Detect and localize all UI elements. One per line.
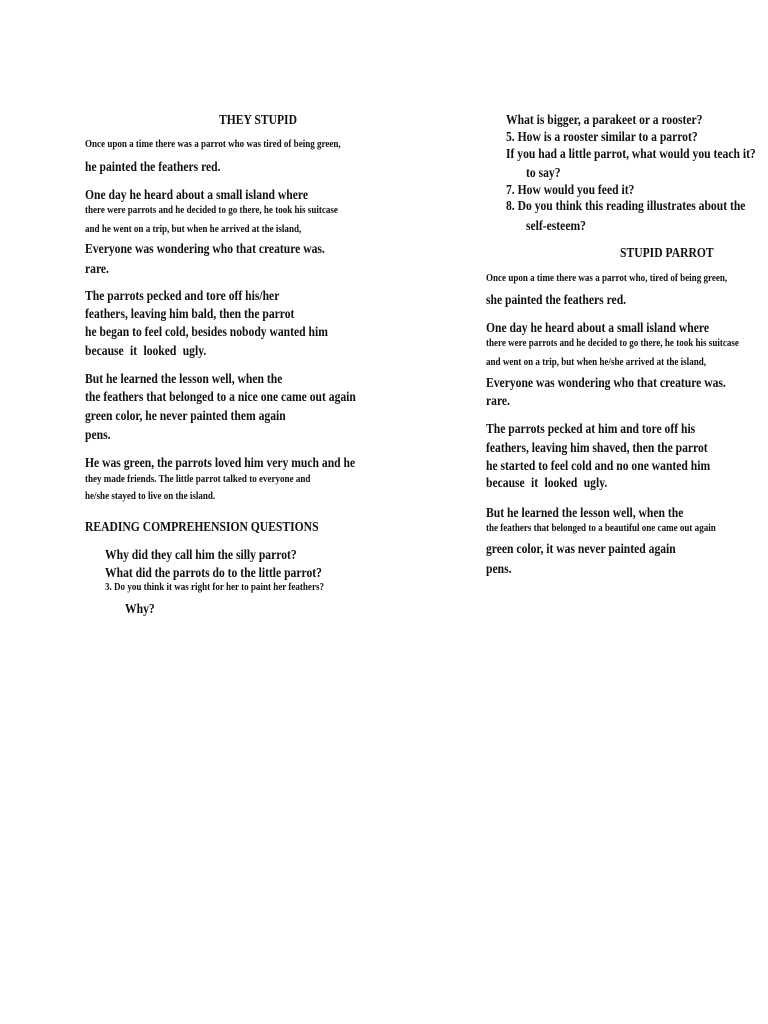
- right-paragraph-4-line-4: pens.: [486, 561, 512, 576]
- question-3: 3. Do you think it was right for her to paint her feathers?: [105, 582, 324, 593]
- left-paragraph-3-line-3: he began to feel cold, besides nobody wanted him: [85, 324, 328, 339]
- left-paragraph-1-line-1: Once upon a time there was a parrot who was tired of being green,: [85, 139, 341, 150]
- left-paragraph-4-line-4: pens.: [85, 427, 111, 442]
- left-paragraph-2-line-5: rare.: [85, 261, 109, 276]
- question-5: 5. How is a rooster similar to a parrot?: [506, 129, 698, 144]
- left-paragraph-3-line-2: feathers, leaving him bald, then the parrot: [85, 306, 295, 321]
- left-paragraph-4-line-3: green color, he never painted them again: [85, 408, 286, 423]
- question-3-why: Why?: [125, 601, 155, 616]
- right-story-title: STUPID PARROT: [620, 245, 714, 260]
- question-6-line-1: If you had a little parrot, what would you teach it?: [506, 146, 756, 161]
- right-paragraph-3-line-4: because it looked ugly.: [486, 475, 608, 490]
- question-8-line-2: self-esteem?: [526, 218, 586, 233]
- left-paragraph-5-line-3: he/she stayed to live on the island.: [85, 491, 216, 502]
- right-paragraph-3-line-2: feathers, leaving him shaved, then the parrot: [486, 440, 708, 455]
- question-4: What is bigger, a parakeet or a rooster?: [506, 112, 703, 127]
- right-paragraph-4-line-1: But he learned the lesson well, when the: [486, 505, 684, 520]
- right-paragraph-2-line-2: there were parrots and he decided to go there, he took his suitcase: [486, 338, 739, 349]
- left-paragraph-2-line-3: and he went on a trip, but when he arrived at the island,: [85, 224, 302, 235]
- question-8-line-1: 8. Do you think this reading illustrates about the: [506, 198, 746, 213]
- right-paragraph-2-line-5: rare.: [486, 393, 510, 408]
- left-paragraph-3-line-1: The parrots pecked and tore off his/her: [85, 288, 280, 303]
- right-paragraph-2-line-3: and went on a trip, but when he/she arrived at the island,: [486, 357, 707, 368]
- question-2: What did the parrots do to the little parrot?: [105, 565, 322, 580]
- question-6-line-2: to say?: [526, 165, 561, 180]
- right-paragraph-3-line-3: he started to feel cold and no one wanted him: [486, 458, 711, 473]
- left-story-title: THEY STUPID: [219, 112, 297, 127]
- right-paragraph-2-line-4: Everyone was wondering who that creature was.: [486, 375, 726, 390]
- left-paragraph-1-line-2: he painted the feathers red.: [85, 159, 221, 174]
- right-paragraph-4-line-2: the feathers that belonged to a beautiful one came out again: [486, 523, 716, 534]
- left-paragraph-3-line-4: because it looked ugly.: [85, 343, 207, 358]
- right-paragraph-3-line-1: The parrots pecked at him and tore off his: [486, 421, 696, 436]
- right-paragraph-1-line-2: she painted the feathers red.: [486, 292, 627, 307]
- left-paragraph-4-line-1: But he learned the lesson well, when the: [85, 371, 283, 386]
- left-paragraph-4-line-2: the feathers that belonged to a nice one came out again: [85, 389, 356, 404]
- question-7: 7. How would you feed it?: [506, 182, 635, 197]
- right-paragraph-1-line-1: Once upon a time there was a parrot who, tired of being green,: [486, 273, 728, 284]
- right-paragraph-2-line-1: One day he heard about a small island where: [486, 320, 709, 335]
- left-paragraph-5-line-1: He was green, the parrots loved him very much and he: [85, 455, 356, 470]
- left-paragraph-2-line-1: One day he heard about a small island where: [85, 187, 308, 202]
- left-paragraph-2-line-2: there were parrots and he decided to go there, he took his suitcase: [85, 205, 338, 216]
- left-paragraph-2-line-4: Everyone was wondering who that creature was.: [85, 241, 325, 256]
- right-paragraph-4-line-3: green color, it was never painted again: [486, 541, 676, 556]
- reading-comprehension-heading: READING COMPREHENSION QUESTIONS: [85, 519, 319, 534]
- left-paragraph-5-line-2: they made friends. The little parrot talked to everyone and: [85, 474, 311, 485]
- question-1: Why did they call him the silly parrot?: [105, 547, 297, 562]
